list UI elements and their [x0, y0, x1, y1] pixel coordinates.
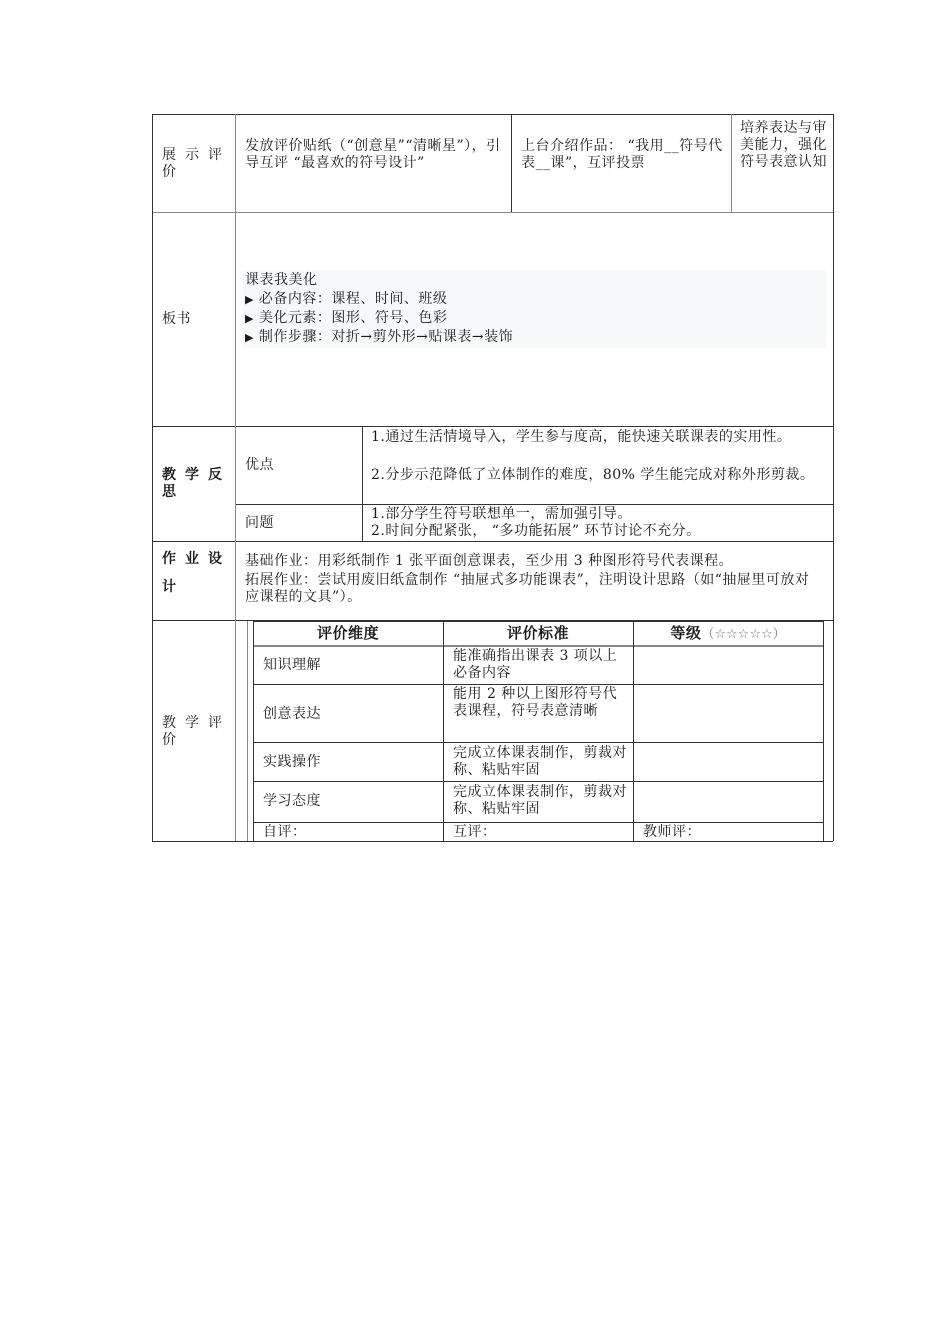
table-border-right — [833, 114, 834, 841]
rubric-header-criteria: 评价标准 — [506, 624, 569, 642]
rubric-criteria: 完成立体课表制作，剪裁对称、粘贴牢固 — [453, 784, 627, 817]
rubric-col-divider — [443, 621, 444, 841]
bullet-triangle-icon: ▶ — [245, 293, 254, 306]
column-divider — [731, 114, 732, 212]
rubric-header-grade: 等级（☆☆☆☆☆） — [670, 624, 786, 642]
bullet-triangle-icon: ▶ — [245, 312, 254, 325]
row-divider — [152, 212, 833, 213]
star-rating-icon: （☆☆☆☆☆） — [701, 627, 786, 642]
peer-evaluation-field[interactable]: 互评： — [453, 824, 497, 840]
rubric-dimension: 创意表达 — [263, 706, 321, 722]
bullet-triangle-icon: ▶ — [245, 331, 254, 344]
column-divider — [235, 114, 236, 841]
table-border-left — [152, 114, 153, 841]
rubric-border-outer-left — [247, 621, 248, 841]
rubric-criteria: 能用 2 种以上图形符号代表课程，符号表意清晰 — [453, 686, 618, 719]
rubric-dimension: 实践操作 — [263, 754, 321, 770]
homework-basic: 基础作业：用彩纸制作 1 张平面创意课表，至少用 3 种图形符号代表课程。 — [245, 553, 734, 569]
row-divider — [152, 426, 833, 427]
row-label-board: 板书 — [162, 311, 191, 327]
self-evaluation-field[interactable]: 自评： — [263, 824, 307, 840]
rubric-border-top — [253, 621, 824, 622]
table-border-bottom — [152, 841, 833, 842]
rubric-grade-cell[interactable] — [634, 782, 823, 822]
homework-extended: 拓展作业：尝试用废旧纸盒制作 “抽屉式多功能课表”，注明设计思路（如“抽屉里可放对应课程的文具”）。 — [245, 572, 810, 605]
row-label-evaluation: 教学评价 — [162, 715, 231, 748]
rubric-row-divider — [253, 822, 824, 823]
row-divider — [235, 504, 833, 505]
rubric-grade-cell[interactable] — [634, 743, 823, 781]
board-item: ▶ 必备内容：课程、时间、班级 — [245, 291, 448, 307]
board-title: 课表我美化 — [245, 272, 318, 288]
rubric-dimension: 知识理解 — [263, 657, 321, 673]
student-activity-text: 上台介绍作品： “我用__符号代表__课”，互评投票 — [521, 138, 723, 171]
problem-item: 1.部分学生符号联想单一，需加强引导。 — [371, 506, 632, 522]
column-divider — [362, 426, 363, 541]
row-label-reflection: 教学反思 — [162, 467, 231, 500]
rubric-grade-cell[interactable] — [634, 646, 823, 684]
column-divider — [511, 114, 512, 212]
board-item: ▶ 制作步骤：对折→剪外形→贴课表→装饰 — [245, 329, 514, 345]
row-divider — [152, 541, 833, 542]
teacher-activity-text: 发放评价贴纸（“创意星”“清晰星”），引导互评 “最喜欢的符号设计” — [245, 138, 501, 171]
strength-item: 1.通过生活情境导入，学生参与度高，能快速关联课表的实用性。 — [371, 429, 792, 445]
row-label-homework: 作业设计 — [162, 551, 231, 595]
rubric-grade-cell[interactable] — [634, 685, 823, 742]
row-label-display: 展示评价 — [162, 147, 231, 180]
problems-label: 问题 — [245, 515, 274, 531]
rubric-border-right — [823, 621, 824, 841]
rubric-border-left — [253, 621, 254, 841]
rubric-criteria: 完成立体课表制作，剪裁对称、粘贴牢固 — [453, 745, 627, 778]
rubric-criteria: 能准确指出课表 3 项以上必备内容 — [453, 648, 618, 681]
strength-item: 2.分步示范降低了立体制作的难度，80% 学生能完成对称外形剪裁。 — [371, 467, 815, 483]
rubric-dimension: 学习态度 — [263, 793, 321, 809]
rubric-header-dimension: 评价维度 — [316, 624, 379, 642]
strengths-label: 优点 — [245, 457, 274, 473]
problem-item: 2.时间分配紧张， “多功能拓展” 环节讨论不充分。 — [371, 523, 701, 539]
board-item: ▶ 美化元素：图形、符号、色彩 — [245, 310, 448, 326]
design-intent-text: 培养表达与审美能力，强化符号表意认知 — [740, 120, 827, 170]
teacher-evaluation-field[interactable]: 教师评： — [643, 824, 701, 840]
